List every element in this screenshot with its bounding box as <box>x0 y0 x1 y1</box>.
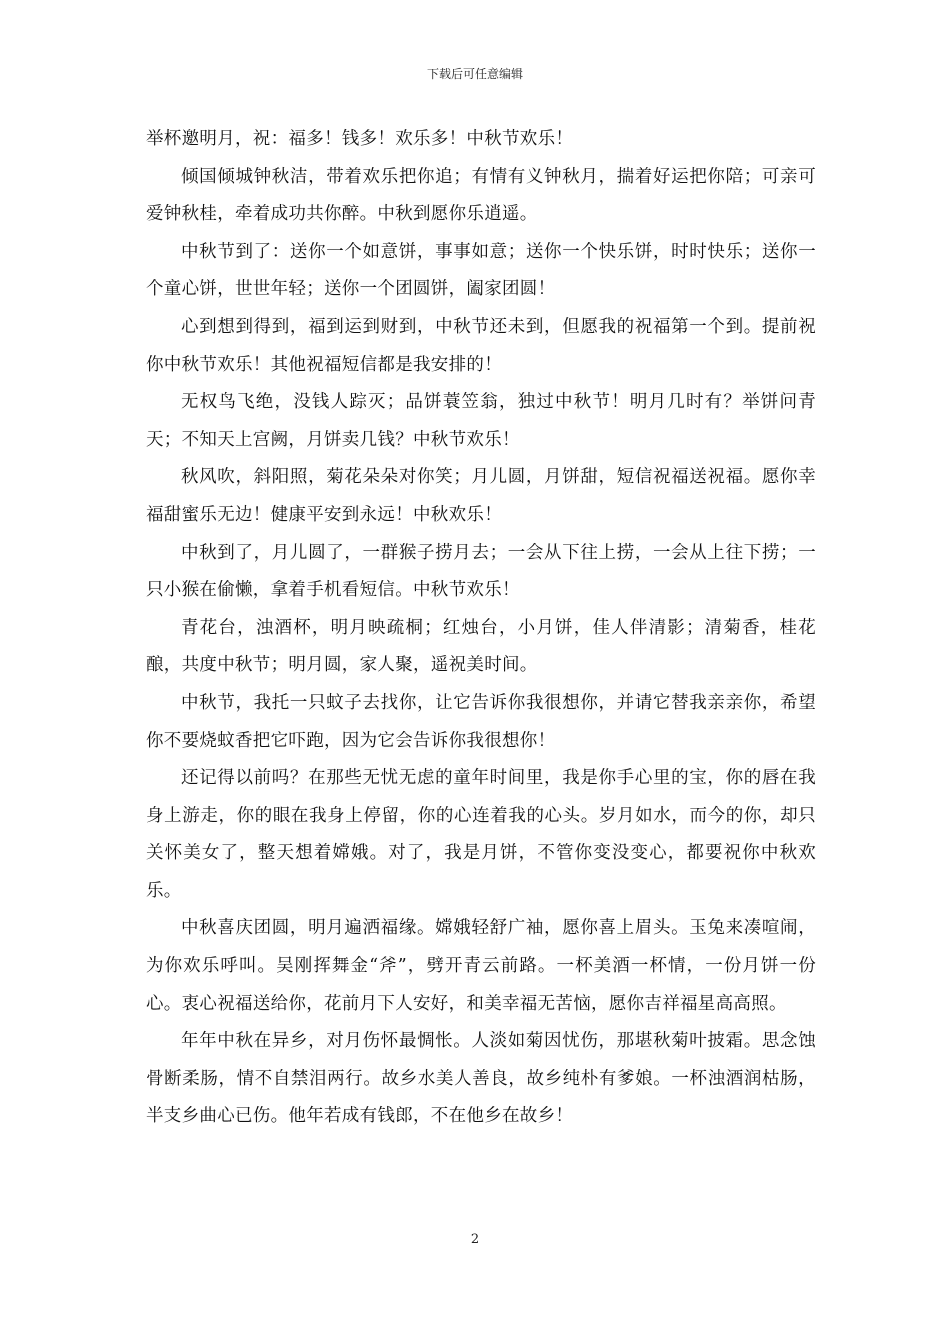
paragraph-9: 中秋节，我托一只蚊子去找你，让它告诉你我很想你，并请它替我亲亲你，希望你不要烧蚊香把它吓跑，因为它会告诉你我很想你！ <box>146 692 816 751</box>
paragraph-3: 中秋节到了：送你一个如意饼，事事如意；送你一个快乐饼，时时快乐；送你一个童心饼，世世年轻；送你一个团圆饼，阖家团圆！ <box>146 241 816 300</box>
document-body <box>146 121 816 1136</box>
paragraph-12: 年年中秋在异乡，对月伤怀最惆怅。人淡如菊因忧伤，那堪秋菊叶披霜。思念蚀骨断柔肠，情不自禁泪两行。故乡水美人善良，故乡纯朴有爹娘。一杯浊酒润枯肠，半支乡曲心已伤。他年若成有钱郎，不在他乡在故乡！ <box>146 1031 816 1127</box>
paragraph-8: 青花台，浊酒杯，明月映疏桐；红烛台，小月饼，佳人伴清影；清菊香，桂花酿，共度中秋节；明月圆，家人聚，遥祝美时间。 <box>146 617 816 676</box>
paragraph-10: 还记得以前吗？在那些无忧无虑的童年时间里，我是你手心里的宝，你的唇在我身上游走，你的眼在我身上停留，你的心连着我的心头。岁月如水，而今的你，却只关怀美女了，整天想着嫦娥。对了，我是月饼，不管你变没变心，都要祝你中秋欢乐。 <box>146 768 816 901</box>
paragraph-6: 秋风吹，斜阳照，菊花朵朵对你笑；月儿圆，月饼甜，短信祝福送祝福。愿你幸福甜蜜乐无边！健康平安到永远！中秋欢乐！ <box>146 467 816 525</box>
page-header <box>0 66 950 82</box>
page-number: 2 <box>470 1232 480 1247</box>
paragraph-7: 中秋到了，月儿圆了，一群猴子捞月去；一会从下往上捞，一会从上往下捞；一只小猴在偷懒，拿着手机看短信。中秋节欢乐！ <box>146 542 816 601</box>
paragraph-5: 无权鸟飞绝，没钱人踪灭；品饼蓑笠翁，独过中秋节！明月几时有？举饼问青天；不知天上宫阙，月饼卖几钱？中秋节欢乐！ <box>146 392 816 450</box>
paragraph-4: 心到想到得到，福到运到财到，中秋节还未到，但愿我的祝福第一个到。提前祝你中秋节欢乐！其他祝福短信都是我安排的！ <box>146 316 816 375</box>
header-text: 下载后可任意编辑 <box>426 67 523 81</box>
paragraph-1: 举杯邀明月，祝：福多！钱多！欢乐多！中秋节欢乐！ <box>146 129 574 149</box>
paragraph-11: 中秋喜庆团圆，明月遍洒福缘。嫦娥轻舒广袖，愿你喜上眉头。玉兔来凑喧闹，为你欢乐呼叫。吴刚挥舞金“斧”，劈开青云前路。一杯美酒一杯情，一份月饼一份心。衷心祝福送给你，花前月下人安好，和美幸福无苦恼，愿你吉祥福星高高照。 <box>146 918 816 1014</box>
paragraph-2: 倾国倾城钟秋洁，带着欢乐把你追；有情有义钟秋月，揣着好运把你陪；可亲可爱钟秋桂，牵着成功共你醉。中秋到愿你乐逍遥。 <box>146 166 816 225</box>
